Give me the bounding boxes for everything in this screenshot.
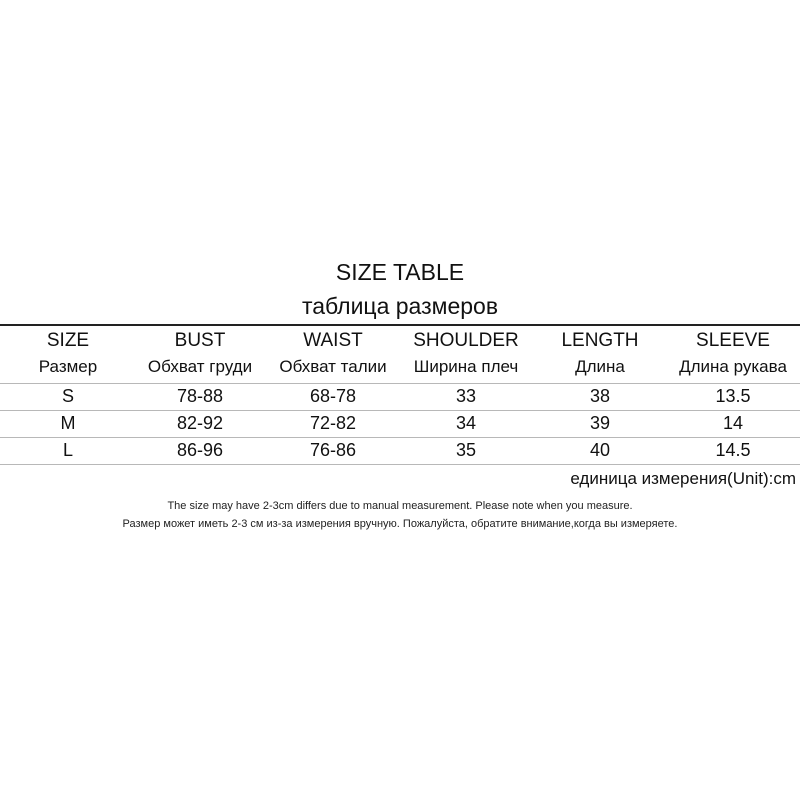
cell-length: 40 [589, 440, 611, 460]
header-waist: WAIST [303, 330, 363, 351]
table-row [0, 437, 800, 463]
header-row-russian [0, 354, 800, 380]
header-size-ru: Размер [38, 357, 98, 376]
header-row-english [0, 328, 800, 354]
cell-sleeve: 14.5 [715, 440, 751, 460]
cell-shoulder: 33 [455, 386, 477, 406]
page-subtitle: таблица размеров [301, 293, 499, 319]
header-sleeve-ru: Длина рукава [679, 357, 787, 376]
cell-sleeve: 14 [722, 413, 744, 433]
cell-bust: 86-96 [176, 440, 224, 460]
cell-bust: 78-88 [176, 386, 224, 406]
cell-size: M [60, 413, 76, 433]
table-row [0, 410, 800, 436]
header-bust: BUST [174, 330, 226, 351]
table-row [0, 383, 800, 409]
cell-length: 38 [589, 386, 611, 406]
cell-shoulder: 34 [455, 413, 477, 433]
cell-length: 39 [589, 413, 611, 433]
cell-sleeve: 13.5 [715, 386, 751, 406]
header-length-ru: Длина [575, 357, 625, 376]
header-waist-ru: Обхват талии [279, 357, 387, 376]
cell-size: S [61, 386, 74, 406]
header-shoulder: SHOULDER [413, 330, 519, 351]
cell-waist: 72-82 [309, 413, 357, 433]
page-title: SIZE TABLE [335, 259, 465, 285]
cell-waist: 76-86 [309, 440, 357, 460]
header-shoulder-ru: Ширина плеч [413, 357, 519, 376]
measurement-note-russian: Размер может иметь 2-3 см из-за измерения вручную. Пожалуйста, обратите внимание,когда вы измеряете. [122, 518, 678, 530]
header-sleeve: SLEEVE [696, 330, 770, 351]
table-bottom-rule [0, 464, 800, 465]
header-length: LENGTH [561, 330, 639, 351]
cell-bust: 82-92 [176, 413, 224, 433]
header-bust-ru: Обхват груди [147, 357, 253, 376]
header-size: SIZE [46, 330, 90, 351]
measurement-note-english: The size may have 2-3cm differs due to manual measurement. Please note when you measure. [167, 500, 633, 512]
cell-shoulder: 35 [455, 440, 477, 460]
cell-size: L [62, 440, 73, 460]
cell-waist: 68-78 [309, 386, 357, 406]
table-top-rule [0, 324, 800, 326]
unit-note: единица измерения(Unit):cm [570, 469, 796, 488]
